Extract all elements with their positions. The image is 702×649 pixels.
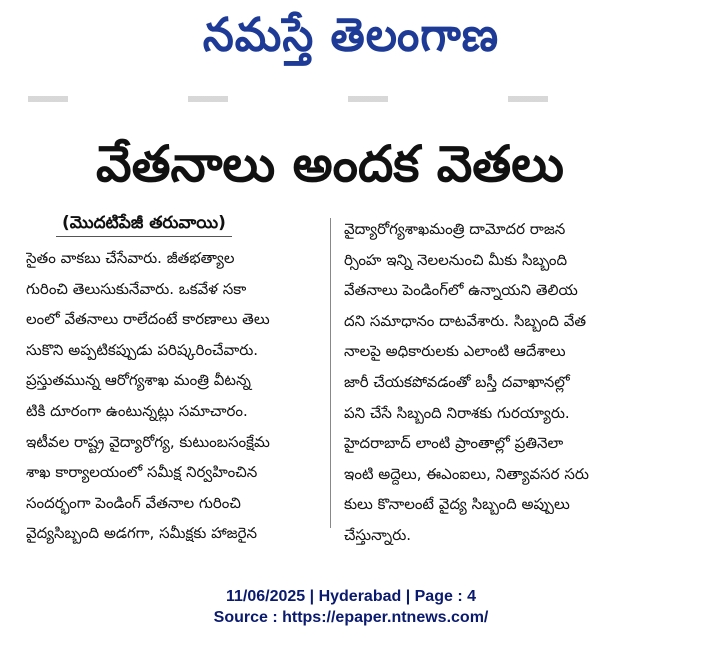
footer-date-page: 11/06/2025 | Hyderabad | Page : 4 bbox=[226, 588, 476, 605]
text-line: ఇటీవల రాష్ట్ర వైద్యారోగ్య, కుటుంబసంక్షేమ bbox=[26, 432, 270, 451]
column-divider bbox=[330, 218, 331, 528]
article-column-left bbox=[26, 210, 326, 549]
text-line: జారీ చేయకపోవడంతో బస్తీ దవాఖానల్లో bbox=[344, 372, 570, 391]
text-line: సందర్భంగా పెండింగ్ వేతనాల గురించి bbox=[26, 493, 241, 512]
right-column-text bbox=[344, 214, 674, 551]
article-column-right bbox=[344, 214, 674, 551]
text-line: ప్రస్తుతమున్న ఆరోగ్యశాఖ మంత్రి వీటన్న bbox=[26, 371, 251, 390]
text-line: కులు కొనాలంటే వైద్య సిబ్బంది అప్పులు bbox=[344, 495, 570, 514]
text-line: వైద్యారోగ్యశాఖమంత్రి దామోదర రాజన bbox=[344, 220, 566, 238]
text-line: గురించి తెలుసుకునేవారు. ఒకవేళ సకా bbox=[26, 279, 247, 298]
continuation-subhead: (మొదటిపేజీ తరువాయి) bbox=[56, 210, 232, 237]
left-column-text bbox=[26, 243, 326, 549]
article-headline: వేతనాలు అందక వెతలు bbox=[96, 135, 564, 193]
text-line: సుకొని అప్పటికప్పుడు పరిష్కరించేవారు. bbox=[26, 340, 259, 359]
text-line: హైదరాబాద్ లాంటి ప్రాంతాల్లో ప్రతినెలా bbox=[344, 434, 564, 453]
masthead-logo-text: నమస్తే తెలంగాణ bbox=[202, 8, 500, 63]
text-line: నాలపై అధికారులకు ఎలాంటి ఆదేశాలు bbox=[344, 342, 566, 361]
text-line: పని చేసే సిబ్బంది నిరాశకు గురయ్యారు. bbox=[344, 403, 570, 422]
text-line: సైతం వాకబు చేసేవారు. జీతభత్యాల bbox=[26, 249, 235, 267]
text-line: లంలో వేతనాలు రాలేదంటే కారణాలు తెలు bbox=[26, 310, 270, 329]
text-line: ర్సింహ ఇన్ని నెలలనుంచి మీకు సిబ్బంది bbox=[344, 250, 568, 269]
text-line: శాఖ కార్యాలయంలో సమీక్ష నిర్వహించిన bbox=[26, 463, 258, 482]
text-line: చేస్తున్నారు. bbox=[344, 525, 412, 544]
text-line: వేతనాలు పెండింగ్‌లో ఉన్నాయని తెలియ bbox=[344, 281, 578, 300]
text-line: వైద్యసిబ్బంది అడగగా, సమీక్షకు హాజరైన bbox=[26, 524, 257, 543]
newspaper-masthead bbox=[0, 6, 702, 66]
text-line: దని సమాధానం దాటవేశారు. సిబ్బంది వేత bbox=[344, 311, 587, 330]
text-line: టికి దూరంగా ఉంటున్నట్లు సమాచారం. bbox=[26, 401, 248, 420]
footer-source: Source : https://epaper.ntnews.com/ bbox=[213, 609, 489, 626]
text-line: ఇంటి అద్దెలు, ఈఎంఐలు, నిత్యావసర సరు bbox=[344, 464, 589, 483]
clipped-previous-line bbox=[28, 96, 548, 102]
